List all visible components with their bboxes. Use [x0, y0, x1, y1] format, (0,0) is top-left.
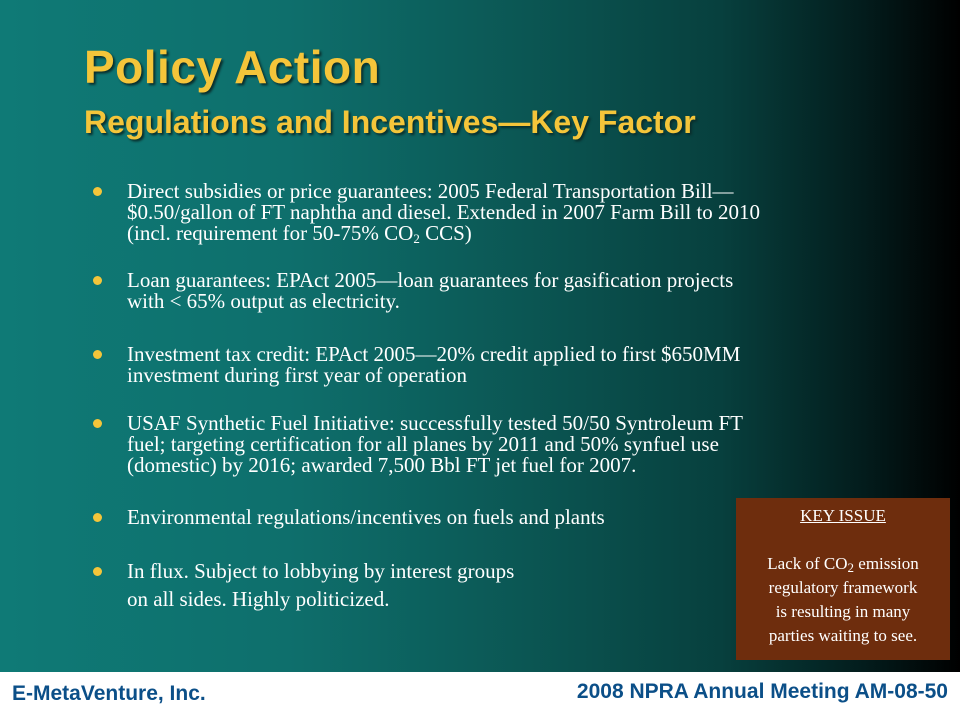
bullet-text: USAF Synthetic Fuel Initiative: successfully tested 50/50 Syntroleum FT fuel; targeting certification for all planes by 2011 and 50% synfuel use (domestic) by 2016; awarded 7,500 Bbl FT jet fuel for 2007.	[127, 411, 743, 477]
slide-title: Policy Action	[84, 41, 381, 93]
bullet-dot-icon	[93, 187, 102, 196]
bullet-dot-icon	[93, 276, 102, 285]
bullet-dot-icon	[93, 419, 102, 428]
key-issue-callout	[736, 498, 950, 660]
bullet-dot-icon	[93, 350, 102, 359]
slide-subtitle: Regulations and Incentives—Key Factor	[84, 104, 696, 140]
bullet-text: Environmental regulations/incentives on fuels and plants	[127, 505, 605, 529]
bullet-text: Direct subsidies or price guarantees: 2005 Federal Transportation Bill— $0.50/gallon of FT naphtha and diesel. Extended in 2007 Farm Bill to 2010 (incl. requirement for 50-75% $CO_2$ CCS)	[127, 179, 761, 246]
key-issue-heading: KEY ISSUE	[800, 506, 886, 525]
footer-event: 2008 NPRA Annual Meeting AM-08-50	[576, 680, 948, 703]
bullet-text: In flux. Subject to lobbying by interest groups on all sides. Highly politicized.	[127, 559, 515, 611]
bullet-dot-icon	[93, 513, 102, 522]
bullet-text: Loan guarantees: EPAct 2005—loan guarantees for gasification projects with < 65% output as electricity.	[127, 268, 734, 313]
bullet-dot-icon	[93, 567, 102, 576]
footer-company: E-MetaVenture, Inc.	[12, 682, 206, 705]
bullet-text: Investment tax credit: EPAct 2005—20% credit applied to first $650MM investment during first year of operation	[127, 342, 741, 387]
key-issue-body: Lack of $CO_2$ emission regulatory framework is resulting in many parties waiting to see.	[767, 554, 919, 645]
slide-footer	[0, 672, 960, 720]
